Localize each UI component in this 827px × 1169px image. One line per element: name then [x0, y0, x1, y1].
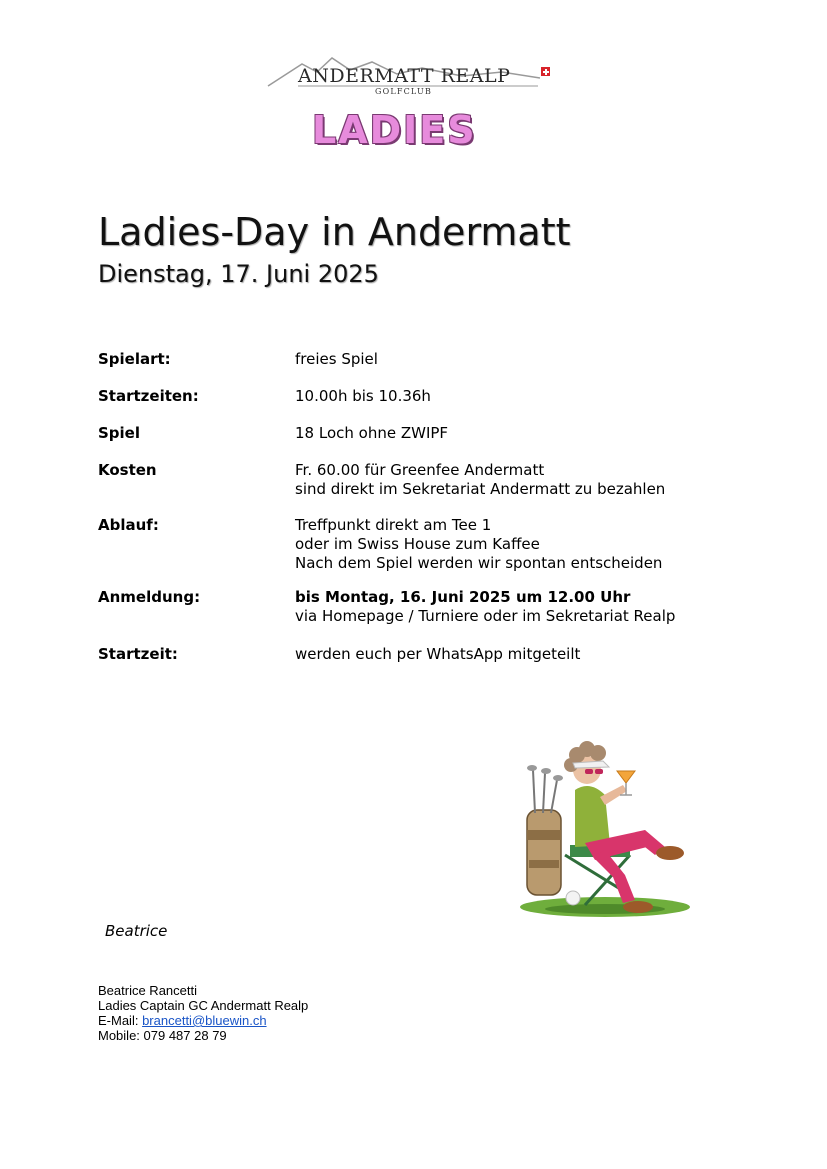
detail-line: werden euch per WhatsApp mitgeteilt [295, 645, 581, 663]
event-date: Dienstag, 17. Juni 2025 [98, 260, 379, 288]
contact-mobile: Mobile: 079 487 28 79 [98, 1028, 227, 1043]
club-name: ANDERMATT REALP [298, 65, 511, 87]
detail-line: via Homepage / Turniere oder im Sekretariat Realp [295, 607, 676, 625]
detail-label: Spielart: [98, 350, 171, 368]
detail-value [295, 588, 675, 626]
email-label: E-Mail: [98, 1013, 139, 1028]
detail-value [295, 461, 665, 499]
detail-value [295, 350, 378, 369]
lady-golfer-illustration [505, 735, 695, 925]
club-subtitle: GOLFCLUB [375, 87, 433, 96]
detail-value [295, 387, 431, 406]
email-link[interactable]: brancetti@bluewin.ch [142, 1013, 267, 1028]
detail-value [295, 645, 580, 664]
detail-label: Anmeldung: [98, 588, 201, 606]
detail-label: Startzeiten: [98, 387, 199, 405]
detail-line: oder im Swiss House zum Kaffee [295, 535, 540, 553]
detail-line: 18 Loch ohne ZWIPF [295, 424, 449, 442]
detail-line: Treffpunkt direkt am Tee 1 [295, 516, 492, 534]
detail-label: Kosten [98, 461, 157, 479]
detail-label: Spiel [98, 424, 140, 442]
detail-label: Ablauf: [98, 516, 159, 534]
contact-role: Ladies Captain GC Andermatt Realp [98, 998, 309, 1013]
swiss-flag-icon [541, 67, 550, 76]
detail-label: Startzeit: [98, 645, 178, 663]
detail-line: Fr. 60.00 für Greenfee Andermatt [295, 461, 545, 479]
detail-value [295, 424, 448, 443]
detail-line: Nach dem Spiel werden wir spontan entscheiden [295, 554, 663, 572]
ladies-banner: LADIES [312, 108, 477, 152]
detail-line: freies Spiel [295, 350, 378, 368]
detail-value [295, 516, 662, 573]
detail-line: 10.00h bis 10.36h [295, 387, 431, 405]
contact-name: Beatrice Rancetti [98, 983, 197, 998]
club-logo [262, 50, 562, 105]
signature: Beatrice [105, 922, 168, 940]
contact-email-line [98, 1013, 267, 1028]
detail-line: bis Montag, 16. Juni 2025 um 12.00 Uhr [295, 588, 631, 606]
detail-line: sind direkt im Sekretariat Andermatt zu bezahlen [295, 480, 666, 498]
page-title: Ladies-Day in Andermatt [98, 210, 571, 254]
